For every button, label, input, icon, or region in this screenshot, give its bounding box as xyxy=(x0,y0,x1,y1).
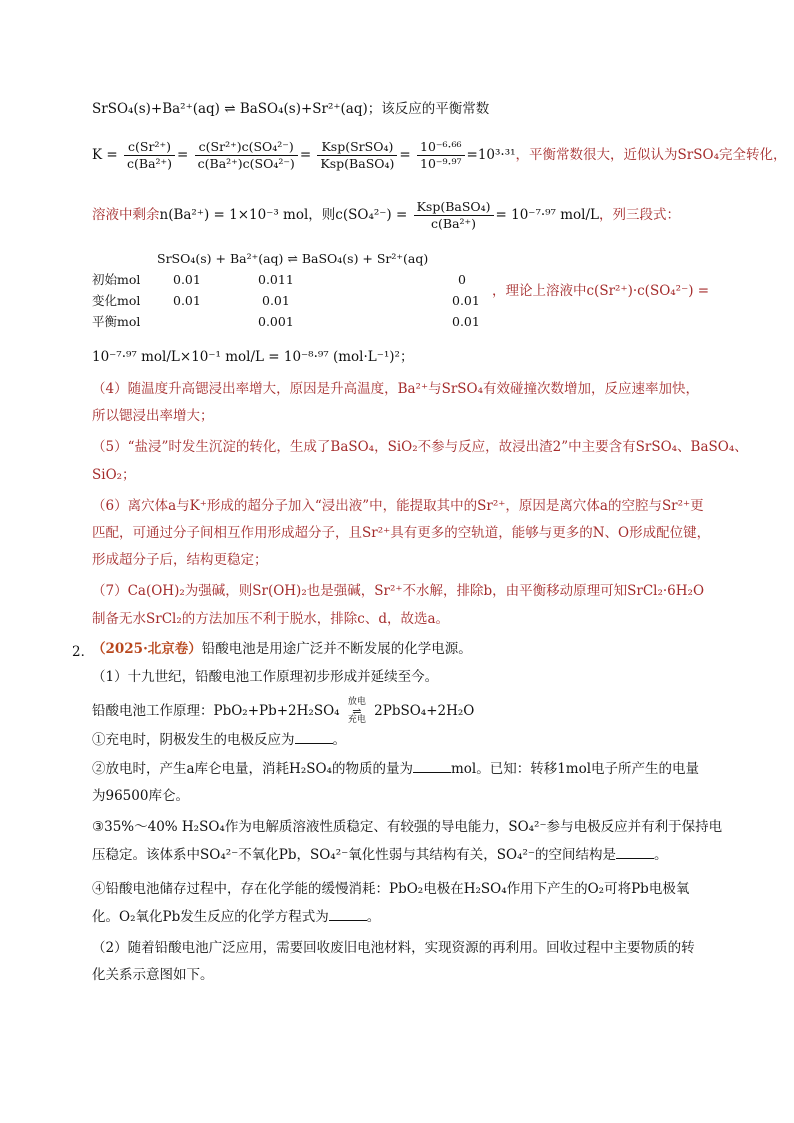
remaining-prefix: 溶液中剩余 xyxy=(92,207,160,223)
fraction-1-denominator: c(Ba²⁺) xyxy=(127,156,173,171)
fraction-4-numerator: 10⁻⁶·⁶⁶ xyxy=(417,139,465,156)
answer-blank[interactable] xyxy=(329,908,367,921)
item-2-text: ②放电时，产生a库仑电量，消耗H₂SO₄的物质的量为 xyxy=(92,761,413,777)
answer-blank[interactable] xyxy=(295,731,333,744)
fraction-1 xyxy=(124,139,175,172)
answer-5-line-1: （5）“盐浸”时发生沉淀的转化，生成了BaSO₄，SiO₂不参与反应，故浸出渣2”中主要含有SrSO₄、BaSO₄、 xyxy=(92,439,748,455)
item-2-line xyxy=(92,760,699,778)
ksp-fraction xyxy=(414,199,494,232)
fraction-3-numerator: Ksp(SrSO₄) xyxy=(317,139,397,156)
arrow-icon: ⇌ xyxy=(352,705,362,718)
item-1-line xyxy=(92,731,346,749)
question-intro: 铅酸电池是用途广泛并不断发展的化学电源。 xyxy=(201,641,472,657)
sulfate-result: = 10⁻⁷·⁹⁷ mol/L xyxy=(495,207,600,223)
question-source: （2025·北京卷） xyxy=(92,641,202,657)
ksp-fraction-denominator: c(Ba²⁺) xyxy=(431,216,477,231)
item-2-line-2: 为96500库仑。 xyxy=(92,788,189,804)
ice-row-label: 平衡mol xyxy=(92,314,141,329)
answer-4-line-1: （4）随温度升高锶浸出率增大，原因是升高温度，Ba²⁺与SrSO₄有效碰撞次数增加，反应速率加快， xyxy=(92,381,700,397)
item-3-line-2 xyxy=(92,846,668,864)
k-label: K = xyxy=(92,147,118,163)
answer-4-line-2: 所以锶浸出率增大； xyxy=(92,408,214,424)
fraction-4 xyxy=(417,139,465,172)
equilibrium-constant-line: K = $\frac{\text{c(Sr²⁺)}}{\text{c(Ba²⁺)}}$ = $\frac{\text{c(Sr²⁺)c(SO₄²⁻)}}{\text{c(Ba²⁺)c(SO₄²⁻)}}$ = $\frac{\text{Ksp(SrSO₄)}}{\text{Ksp(BaSO₄)}}$ = $\frac{\text{10⁻⁶·⁶⁶}}{\text{10⁻⁹·⁹⁷}}$ =10³·³¹，平衡常数很大，近似认为SrSO₄完全转化， xyxy=(92,139,787,171)
period-mark: 。 xyxy=(332,732,346,748)
item-4-line-1: ④铅酸电池储存过程中，存在化学能的缓慢消耗：PbO₂电极在H₂SO₄作用下产生的O₂可将Pb电极氧 xyxy=(92,881,690,897)
item-3-line-1: ③35%～40% H₂SO₄作为电解质溶液性质稳定、有较强的导电能力，SO₄²⁻参与电极反应并有利于保持电 xyxy=(92,819,723,835)
principle-products: 2PbSO₄+2H₂O xyxy=(374,703,475,719)
ice-row-value: 0.011 xyxy=(258,272,294,287)
reaction-note: ；该反应的平衡常数 xyxy=(367,101,490,117)
product-result-line: 10⁻⁷·⁹⁷ mol/L×10⁻¹ mol/L = 10⁻⁸·⁹⁷ (mol·L⁻¹)²； xyxy=(92,349,414,365)
answer-6-line-1: （6）离穴体a与K⁺形成的超分子加入“浸出液”中，能提取其中的Sr²⁺，原因是离穴体a的空腔与Sr²⁺更 xyxy=(92,498,704,514)
reversible-arrow xyxy=(348,698,366,725)
ice-row-value: 0.01 xyxy=(173,272,201,287)
ice-row-value: 0.01 xyxy=(173,293,201,308)
period-mark: 。 xyxy=(654,847,668,863)
answer-blank[interactable] xyxy=(616,846,654,859)
answer-5-line-2: SiO₂； xyxy=(92,467,136,483)
answer-7-line-1: （7）Ca(OH)₂为强碱，则Sr(OH)₂也是强碱，Sr²⁺不水解，排除b，由平衡移动原理可知SrCl₂·6H₂O xyxy=(92,583,705,599)
ice-row-label: 变化mol xyxy=(92,293,141,308)
arrow-bottom-label: 充电 xyxy=(347,715,366,725)
item-4-text: 化。O₂氧化Pb发生反应的化学方程式为 xyxy=(92,909,329,925)
ice-table-header: SrSO₄(s) + Ba²⁺(aq) ⇌ BaSO₄(s) + Sr²⁺(aq) xyxy=(157,251,429,266)
ksp-fraction-numerator: Ksp(BaSO₄) xyxy=(414,199,494,216)
reaction-equation: SrSO₄(s)+Ba²⁺(aq) ⇌ BaSO₄(s)+Sr²⁺(aq) xyxy=(92,101,368,117)
fraction-4-denominator: 10⁻⁹·⁹⁷ xyxy=(420,156,462,171)
question-2-header xyxy=(92,640,472,658)
item-1-text: ①充电时，阴极发生的电极反应为 xyxy=(92,732,295,748)
three-step-note: ，列三段式： xyxy=(599,207,681,223)
sulfate-expr: ，则c(SO₄²⁻) = xyxy=(308,207,408,223)
answer-blank[interactable] xyxy=(413,760,451,773)
fraction-3 xyxy=(317,139,397,172)
answer-7-line-2: 制备无水SrCl₂的方法加压不利于脱水，排除c、d，故选a。 xyxy=(92,611,450,627)
sub-question-2-line-2: 化关系示意图如下。 xyxy=(92,967,214,983)
fraction-2 xyxy=(195,139,298,172)
sub-question-1: （1）十九世纪，铅酸电池工作原理初步形成并延续至今。 xyxy=(92,669,439,685)
item-4-line-2 xyxy=(92,908,380,926)
ice-row-value: 0.01 xyxy=(452,293,480,308)
ice-row-label: 初始mol xyxy=(92,272,141,287)
period-mark: 。 xyxy=(366,909,381,925)
item-3-text: 压稳定。该体系中SO₄²⁻不氧化Pb，SO₄²⁻氧化性弱与其结构有关，SO₄²⁻的空间结构是 xyxy=(92,847,617,863)
arrow-top-label: 放电 xyxy=(347,697,366,707)
reaction-line xyxy=(92,100,489,118)
principle-reactants: 铅酸电池工作原理：PbO₂+Pb+2H₂SO₄ xyxy=(92,703,340,719)
k-comment: ，平衡常数很大，近似认为SrSO₄完全转化， xyxy=(515,147,787,163)
fraction-3-denominator: Ksp(BaSO₄) xyxy=(320,156,395,171)
k-result: =10³·³¹ xyxy=(466,147,516,163)
sulfate-concentration-line xyxy=(92,198,680,232)
barium-amount: n(Ba²⁺) = 1×10⁻³ mol xyxy=(159,207,309,223)
answer-6-line-2: 匹配，可通过分子间相互作用形成超分子，且Sr²⁺具有更多的空轨道，能够与更多的N、O形成配位键， xyxy=(92,525,711,541)
item-2-text-tail: mol。已知：转移1mol电子所产生的电量 xyxy=(450,761,700,777)
sub-question-2-line-1: （2）随着铅酸电池广泛应用，需要回收废旧电池材料，实现资源的再利用。回收过程中主要物质的转 xyxy=(92,940,695,956)
ice-table-tail xyxy=(492,283,709,299)
question-number: 2． xyxy=(72,644,95,660)
principle-line xyxy=(92,698,474,725)
fraction-2-numerator: c(Sr²⁺)c(SO₄²⁻) xyxy=(195,139,298,156)
answer-6-line-3: 形成超分子后，结构更稳定； xyxy=(92,552,268,568)
ice-row-value: 0.01 xyxy=(262,293,290,308)
ice-tail-text: ，理论上溶液中c(Sr²⁺)·c(SO₄²⁻) = xyxy=(492,283,710,299)
fraction-2-denominator: c(Ba²⁺)c(SO₄²⁻) xyxy=(197,156,295,171)
ice-row-value: 0.001 xyxy=(258,314,294,329)
ice-row-value: 0.01 xyxy=(452,314,480,329)
ice-row-value: 0 xyxy=(458,272,466,287)
fraction-1-numerator: c(Sr²⁺) xyxy=(124,139,175,156)
